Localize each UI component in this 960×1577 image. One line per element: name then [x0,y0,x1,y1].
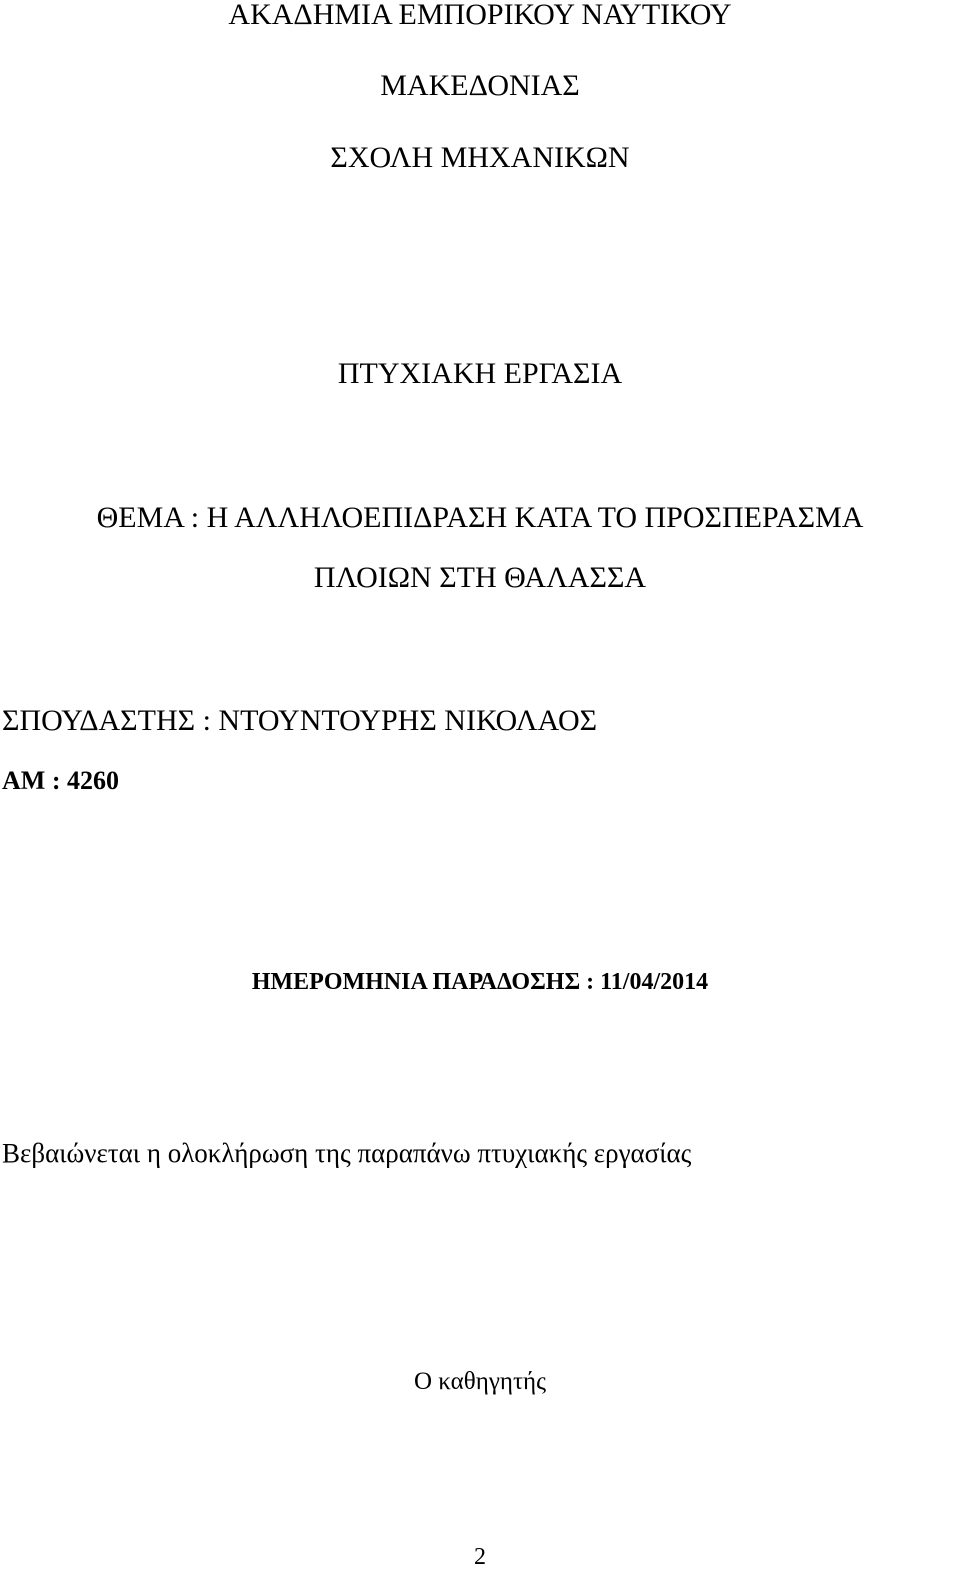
region-title: ΜΑΚΕΔΟΝΙΑΣ [380,69,580,102]
certification-statement: Βεβαιώνεται η ολοκλήρωση της παραπάνω πτυχιακής εργασίας [2,1138,692,1168]
submission-date: ΗΜΕΡΟΜΗΝΙΑ ΠΑΡΑΔΟΣΗΣ : 11/04/2014 [251,969,709,995]
thesis-subject-line2: ΠΛΟΙΩΝ ΣΤΗ ΘΑΛΑΣΣΑ [313,561,647,594]
signatory-label: Ο καθηγητής [414,1368,546,1395]
thesis-subject-line1: ΘΕΜΑ : Η ΑΛΛΗΛΟΕΠΙΔΡΑΣΗ ΚΑΤΑ ΤΟ ΠΡΟΣΠΕΡΑΣΜΑ [96,501,864,534]
school-title: ΣΧΟΛΗ ΜΗΧΑΝΙΚΩΝ [330,141,630,174]
institution-title: ΑΚΑΔΗΜΙΑ ΕΜΠΟΡΙΚΟΥ ΝΑΥΤΙΚΟΥ [228,0,732,31]
page-number: 2 [474,1544,486,1570]
student-name: ΣΠΟΥΔΑΣΤΗΣ : ΝΤΟΥΝΤΟΥΡΗΣ ΝΙΚΟΛΑΟΣ [2,704,598,737]
thesis-type-heading: ΠΤΥΧΙΑΚΗ ΕΡΓΑΣΙΑ [337,357,623,390]
student-id: ΑΜ : 4260 [2,766,119,795]
